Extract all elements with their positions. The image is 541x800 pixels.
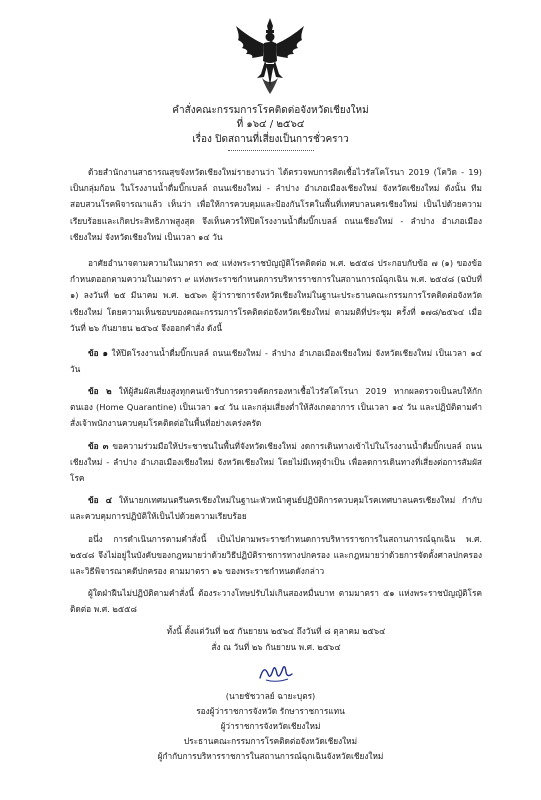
signatory-name: (นายชัชวาลย์ ฉายะบุตร)	[225, 691, 316, 701]
paragraph-authority	[70, 255, 482, 339]
signatory-position-3: ประธานคณะกรรมการโรคติดต่อจังหวัดเชียงใหม่	[183, 736, 358, 746]
paragraph-legal-note-text: อนึ่ง การดำเนินการตามคำสั่งนี้ เป็นไปตามพระราชกำหนดการบริหารราชการในสถานการณ์ฉุกเฉิน พ.ศ. ๒๕๔๘ จึงไม่อยู่ในบังคับของกฎหมายว่าด้วยวิธีปฏิบัติราชการทางปกครอง และกฎหมายว่าด้วยการจัดตั้งศาลปกครองและวิธีพิจารณาคดีปกครอง ตามมาตรา ๑๖ ของพระราชกำหนดดังกล่าว	[70, 534, 482, 577]
paragraph-penalty	[70, 585, 482, 619]
clause-2	[70, 383, 482, 433]
paragraph-background	[70, 164, 482, 248]
clause-4-label: ข้อ ๔	[88, 495, 113, 505]
signatory-position-1: รองผู้ว่าราชการจังหวัด รักษาราชการแทน	[196, 706, 345, 716]
order-title: คำสั่งคณะกรรมการโรคติดต่อจังหวัดเชียงใหม่	[172, 105, 369, 116]
paragraph-background-text: ด้วยสำนักงานสาธารณสุขจังหวัดเชียงใหม่รายงานว่า ได้ตรวจพบการติดเชื้อไวรัสโคโรนา 2019 (โควิด - 19) เป็นกลุ่มก้อน ในโรงงานน้ำดื่มบิ๊กเบลล์ ถนนเชียงใหม่ - ลำปาง อำเภอเมืองเชียงใหม่ จังหวัดเชียงใหม่ ดังนั้น ทีมสอบสวนโรคพิจารณาแล้ว เห็นว่า เพื่อให้การควบคุมและป้องกันโรคในพื้นที่เทศบาลนครเชียงใหม่ เป็นไปด้วยความเรียบร้อยและเกิดประสิทธิภาพสูงสุด จึงเห็นควรให้ปิดโรงงานน้ำดื่มบิ๊กเบลล์ ถนนเชียงใหม่ - ลำปาง อำเภอเมืองเชียงใหม่ จังหวัดเชียงใหม่ เป็นเวลา ๑๔ วัน	[70, 167, 482, 242]
order-subject: เรื่อง ปิดสถานที่เสี่ยงเป็นการชั่วคราว	[192, 134, 349, 145]
clause-2-text: ให้ผู้สัมผัสเสี่ยงสูงทุกคนเข้ารับการตรวจคัดกรองหาเชื้อไวรัสโคโรนา 2019 หากผลตรวจเป็นลบให้กักตนเอง (Home Quarantine) เป็นเวลา ๑๔ วัน และกลุ่มเสี่ยงต่ำให้สังเกตอาการ เป็นเวลา ๑๔ วัน และปฏิบัติตามคำสั่งเจ้าพนักงานควบคุมโรคติดต่อในพื้นที่อย่างเคร่งครัด	[70, 386, 482, 429]
clause-4-text: ให้นายกเทศมนตรีนครเชียงใหม่ในฐานะหัวหน้าศูนย์ปฏิบัติการควบคุมโรคเทศบาลนครเชียงใหม่ กำกับและควบคุมการปฏิบัติให้เป็นไปด้วยความเรียบร้อย	[70, 495, 482, 522]
clause-3-label: ข้อ ๓	[88, 441, 109, 451]
header-divider	[228, 150, 314, 151]
clause-4	[70, 492, 482, 526]
clause-2-label: ข้อ ๒	[88, 386, 112, 396]
effective-period: ทั้งนี้ ตั้งแต่วันที่ ๒๕ กันยายน ๒๕๖๔ ถึงวันที่ ๘ ตุลาคม ๒๕๖๔	[166, 626, 386, 636]
garuda-emblem-icon	[232, 16, 308, 96]
clause-3-text: ขอความร่วมมือให้ประชาชนในพื้นที่จังหวัดเชียงใหม่ งดการเดินทางเข้าไปในโรงงานน้ำดื่มบิ๊กเบลล์ ถนนเชียงใหม่ - ลำปาง อำเภอเมืองเชียงใหม่ จังหวัดเชียงใหม่ โดยไม่มีเหตุจำเป็น เพื่อลดการเดินทางที่เสี่ยงต่อการสัมผัสโรค	[70, 441, 482, 484]
clause-1-text: ให้ปิดโรงงานน้ำดื่มบิ๊กเบลล์ ถนนเชียงใหม่ - ลำปาง อำเภอเมืองเชียงใหม่ จังหวัดเชียงใหม่ เป็นเวลา ๑๔ วัน	[70, 348, 482, 375]
paragraph-authority-text: อาศัยอำนาจตามความในมาตรา ๓๕ แห่งพระราชบัญญัติโรคติดต่อ พ.ศ. ๒๕๕๘ ประกอบกับข้อ ๗ (๑) ของข้อกำหนดออกตามความในมาตรา ๙ แห่งพระราชกำหนดการบริหารราชการในสถานการณ์ฉุกเฉิน พ.ศ. ๒๕๔๘ (ฉบับที่ ๑) ลงวันที่ ๒๕ มีนาคม พ.ศ. ๒๕๖๓ ผู้ว่าราชการจังหวัดเชียงใหม่ในฐานะประธานคณะกรรมการโรคติดต่อจังหวัดเชียงใหม่ โดยความเห็นชอบของคณะกรรมการโรคติดต่อจังหวัดเชียงใหม่ ตามมติที่ประชุม ครั้งที่ ๑๗๘/๒๕๖๔ เมื่อวันที่ ๒๖ กันยายน ๒๕๖๔ จึงออกคำสั่ง ดังนี้	[70, 258, 482, 333]
signatory-position-2: ผู้ว่าราชการจังหวัดเชียงใหม่	[220, 721, 321, 731]
order-number: ที่ ๑๖๔ / ๒๕๖๔	[236, 119, 305, 130]
paragraph-penalty-text: ผู้ใดฝ่าฝืนไม่ปฏิบัติตามคำสั่งนี้ ต้องระวางโทษปรับไม่เกินสองหมื่นบาท ตามมาตรา ๕๑ แห่งพระราชบัญญัติโรคติดต่อ พ.ศ. ๒๕๕๘	[70, 588, 482, 615]
paragraph-legal-note	[70, 531, 482, 581]
clause-1-label: ข้อ ๑	[88, 348, 108, 358]
clause-3	[70, 438, 482, 488]
signatory-position-4: ผู้กำกับการบริหารราชการในสถานการณ์ฉุกเฉินจังหวัดเชียงใหม่	[157, 751, 384, 761]
order-date: สั่ง ณ วันที่ ๒๖ กันยายน พ.ศ. ๒๕๖๔	[211, 642, 341, 652]
clause-1	[70, 345, 482, 379]
handwritten-signature-icon	[256, 660, 296, 686]
